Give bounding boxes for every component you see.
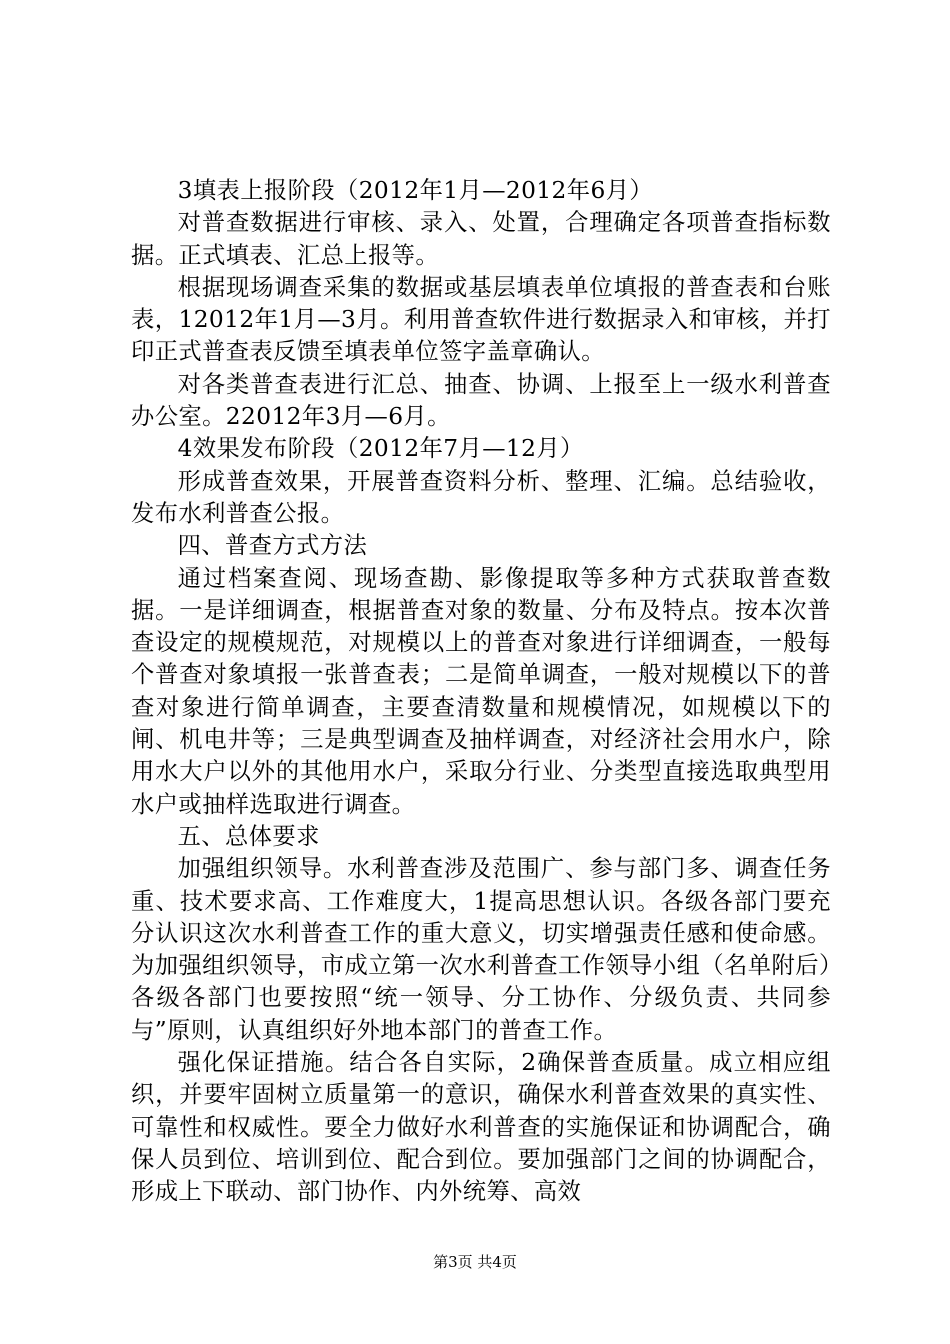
section-heading-requirements: 五、总体要求 [177,822,320,850]
section-heading-fill-report: 3填表上报阶段（2012年1月—2012年6月） [177,177,654,204]
paragraph: 形成普查效果，开展普查资料分析、整理、汇编。总结验收，发布水利普查公报。 [131,467,831,527]
paragraph: 对普查数据进行审核、录入、处置，合理确定各项普查指标数据。正式填表、汇总上报等。 [131,209,831,269]
section-heading-methods: 四、普查方式方法 [177,532,368,560]
page-footer [0,1252,950,1272]
paragraph: 通过档案查阅、现场查勘、影像提取等多种方式获取普查数据。一是详细调查，根据普查对象的数量、分布及特点。按本次普查设定的规模规范，对规模以上的普查对象进行详细调查，一般每个普查对象填报一张普查表；二是简单调查，一般对规模以下的普查对象进行简单调查，主要查清数量和规模情况，如规模以下的闸、机电井等；三是典型调查及抽样调查，对经济社会用水户，除用水大户以外的其他用水户，采取分行业、分类型直接选取典型用水户或抽样选取进行调查。 [131,564,831,818]
page-number-label: 第3页 共4页 [433,1253,517,1271]
document-body [131,175,831,1209]
paragraph: 加强组织领导。水利普查涉及范围广、参与部门多、调查任务重、技术要求高、工作难度大，1提高思想认识。各级各部门要充分认识这次水利普查工作的重大意义，切实增强责任感和使命感。为加强组织领导，市成立第一次水利普查工作领导小组（名单附后）各级各部门也要按照“统一领导、分工协作、分级负责、共同参与”原则，认真组织好外地本部门的普查工作。 [131,855,831,1044]
paragraph: 强化保证措施。结合各自实际，2确保普查质量。成立相应组织，并要牢固树立质量第一的意识，确保水利普查效果的真实性、可靠性和权威性。要全力做好水利普查的实施保证和协调配合，确保人员到位、培训到位、配合到位。要加强部门之间的协调配合，形成上下联动、部门协作、内外统筹、高效 [131,1049,831,1206]
paragraph: 根据现场调查采集的数据或基层填表单位填报的普查表和台账表，12012年1月—3月。利用普查软件进行数据录入和审核，并打印正式普查表反馈至填表单位签字盖章确认。 [131,273,831,366]
paragraph: 对各类普查表进行汇总、抽查、协调、上报至上一级水利普查办公室。22012年3月—6月。 [131,370,831,431]
section-heading-results-release: 4效果发布阶段（2012年7月—12月） [177,435,584,463]
